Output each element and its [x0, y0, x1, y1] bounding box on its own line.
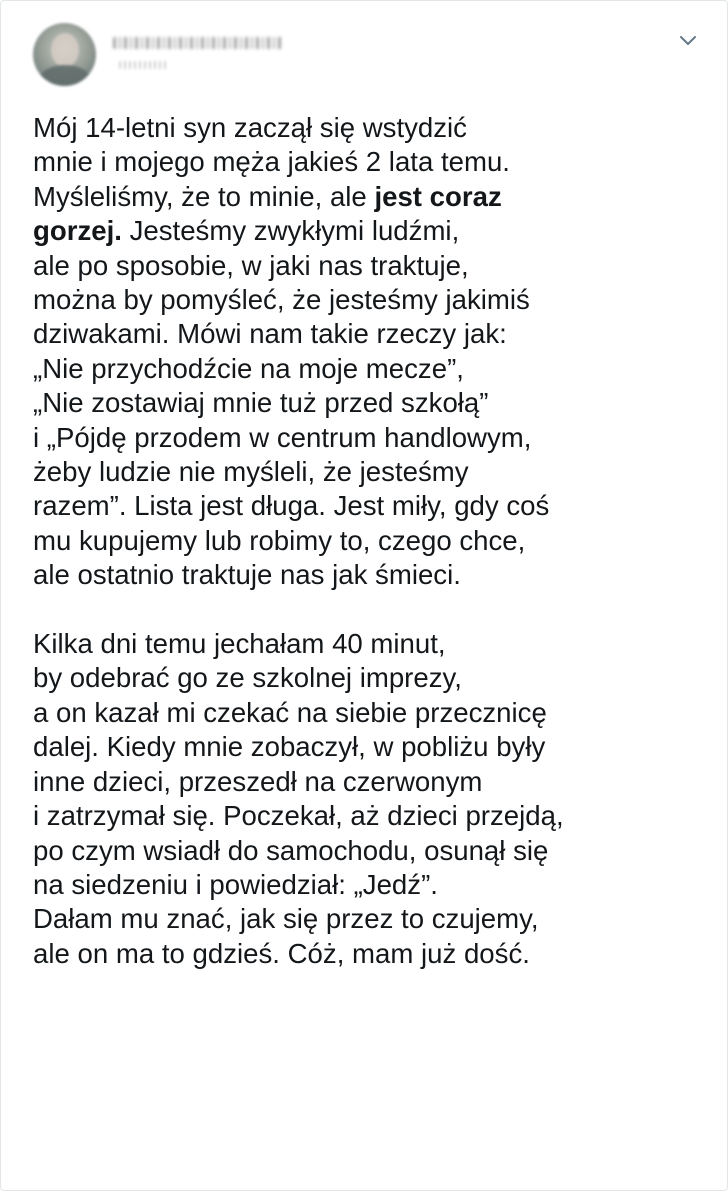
tweet-line: a on kazał mi czekać na siebie przecznicę	[33, 696, 547, 728]
tweet-line: „Nie przychodźcie na moje mecze”,	[33, 352, 464, 384]
tweet-line: po czym wsiadł do samochodu, osunął się	[33, 834, 549, 866]
tweet-bold-phrase: gorzej.	[33, 215, 122, 247]
tweet-line: Kilka dni temu jechałam 40 minut,	[33, 628, 446, 660]
tweet-line: by odebrać go ze szkolnej imprezy,	[33, 662, 462, 694]
tweet-line: można by pomyśleć, że jesteśmy jakimiś	[33, 284, 530, 316]
user-avatar[interactable]	[33, 23, 96, 86]
tweet-line: ale on ma to gdzieś. Cóż, mam już dość.	[33, 937, 530, 969]
paragraph-gap	[33, 593, 713, 627]
blurred-username[interactable]	[119, 61, 167, 69]
tweet-line: i „Pójdę przodem w centrum handlowym,	[33, 421, 532, 453]
tweet-bold-phrase: jest coraz	[374, 180, 502, 212]
tweet-line: i zatrzymał się. Poczekał, aż dzieci przejdą,	[33, 800, 564, 832]
tweet-line: żeby ludzie nie myśleli, że jesteśmy	[33, 456, 469, 488]
tweet-line	[33, 180, 713, 214]
tweet-line: Mój 14-letni syn zaczął się wstydzić	[33, 112, 467, 143]
tweet-line: inne dzieci, przeszedł na czerwonym	[33, 765, 483, 797]
tweet-line: razem”. Lista jest długa. Jest miły, gdy coś	[33, 490, 550, 522]
chevron-down-icon[interactable]	[674, 31, 702, 51]
tweet-line: mnie i mojego męża jakieś 2 lata temu.	[33, 146, 510, 178]
avatar-face-shape	[51, 33, 79, 67]
blurred-display-name[interactable]	[113, 37, 283, 49]
tweet-line: na siedzeniu i powiedział: „Jedź”.	[33, 868, 438, 900]
tweet-line: „Nie zostawiaj mnie tuż przed szkołą”	[33, 387, 489, 419]
avatar-shirt-shape	[39, 65, 91, 86]
tweet-line	[33, 214, 713, 248]
tweet-line: ale ostatnio traktuje nas jak śmieci.	[33, 559, 461, 591]
tweet-line: ale po sposobie, w jaki nas traktuje,	[33, 249, 469, 281]
tweet-line-part: Jesteśmy zwykłymi ludźmi,	[121, 215, 460, 247]
tweet-text	[33, 111, 713, 971]
tweet-line: dalej. Kiedy mnie zobaczył, w pobliżu były	[33, 731, 546, 763]
chevron-down-svg	[674, 31, 702, 51]
tweet-line: dziwakami. Mówi nam takie rzeczy jak:	[33, 318, 507, 350]
tweet-line-part: Myśleliśmy, że to minie, ale	[33, 180, 375, 212]
tweet-line: Dałam mu znać, jak się przez to czujemy,	[33, 903, 539, 935]
tweet-line: mu kupujemy lub robimy to, czego chce,	[33, 524, 526, 556]
